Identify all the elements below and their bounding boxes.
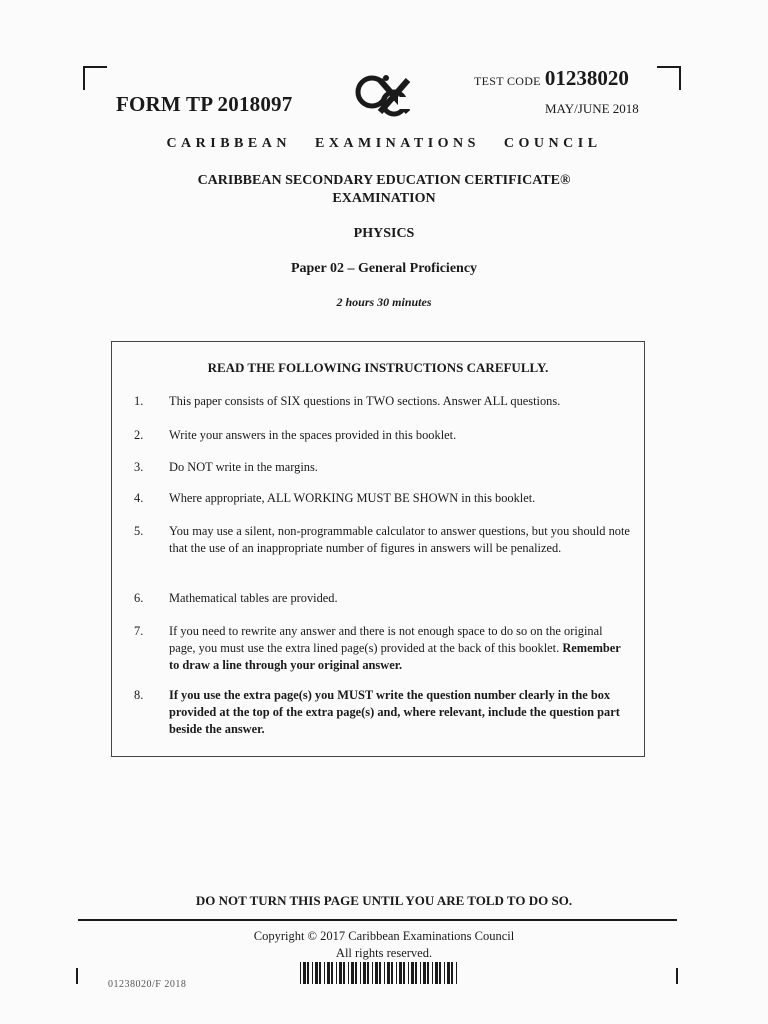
instruction-emphasis: Remember to draw a line through your original answer. — [169, 641, 621, 672]
copyright-line-2: All rights reserved. — [335, 946, 433, 960]
instruction-number: 2. — [134, 428, 144, 442]
instruction-text: Where appropriate, ALL WORKING MUST BE SHOWN in this booklet. — [169, 491, 536, 505]
barcode — [300, 962, 459, 984]
page-code: 01238020/F 2018 — [108, 979, 187, 987]
do-not-turn-warning: DO NOT TURN THIS PAGE UNTIL YOU ARE TOLD TO DO SO. — [195, 893, 573, 908]
certificate-line-1: CARIBBEAN SECONDARY EDUCATION CERTIFICATE® — [197, 173, 571, 188]
instructions-box — [111, 341, 645, 757]
instruction-number: 3. — [134, 460, 144, 474]
instruction-text: You may use a silent, non-programmable calculator to answer questions, but you should note that the use of an inappropriate number of figures in answers will be penalized. — [169, 524, 630, 555]
instruction-number: 5. — [134, 524, 144, 538]
instruction-number: 8. — [134, 688, 144, 702]
test-code — [474, 66, 629, 91]
form-code: FORM TP 2018097 — [116, 92, 293, 116]
margin-tick-left — [76, 968, 78, 984]
instruction-number: 4. — [134, 491, 144, 505]
subject-title: PHYSICS — [353, 226, 415, 241]
council-name: CARIBBEAN EXAMINATIONS COUNCIL — [166, 136, 602, 151]
instruction-number: 1. — [134, 394, 144, 408]
test-code-number: 01238020 — [544, 66, 629, 90]
certificate-line-2: EXAMINATION — [332, 191, 436, 206]
copyright-notice — [0, 928, 768, 962]
certificate-title — [0, 172, 768, 208]
divider — [78, 919, 677, 921]
paper-title: Paper 02 – General Proficiency — [290, 261, 478, 276]
instruction-text: If you use the extra page(s) you MUST write the question number clearly in the box provided at the top of the extra page(s) and, where relevant, include the question part beside the answer. — [169, 688, 620, 736]
instruction-text: Do NOT write in the margins. — [169, 460, 318, 474]
instruction-number: 6. — [134, 591, 144, 605]
exam-session: MAY/JUNE 2018 — [545, 101, 639, 116]
instructions-heading: READ THE FOLLOWING INSTRUCTIONS CAREFULLY. — [207, 360, 549, 375]
instruction-text: Mathematical tables are provided. — [169, 591, 338, 605]
margin-tick-right — [676, 968, 678, 984]
instruction-text: This paper consists of SIX questions in TWO sections. Answer ALL questions. — [169, 394, 561, 408]
cxc-logo — [350, 70, 420, 120]
test-code-label: TEST CODE — [474, 74, 541, 88]
instruction-text: Write your answers in the spaces provided in this booklet. — [169, 428, 457, 442]
instruction-text: If you need to rewrite any answer and there is not enough space to do so on the original page, you must use the extra lined page(s) provided at the back of this booklet. — [169, 624, 603, 655]
exam-duration: 2 hours 30 minutes — [336, 295, 432, 309]
instruction-text-block — [169, 623, 631, 674]
copyright-line-1: Copyright © 2017 Caribbean Examinations Council — [253, 929, 515, 943]
instruction-number: 7. — [134, 624, 144, 638]
